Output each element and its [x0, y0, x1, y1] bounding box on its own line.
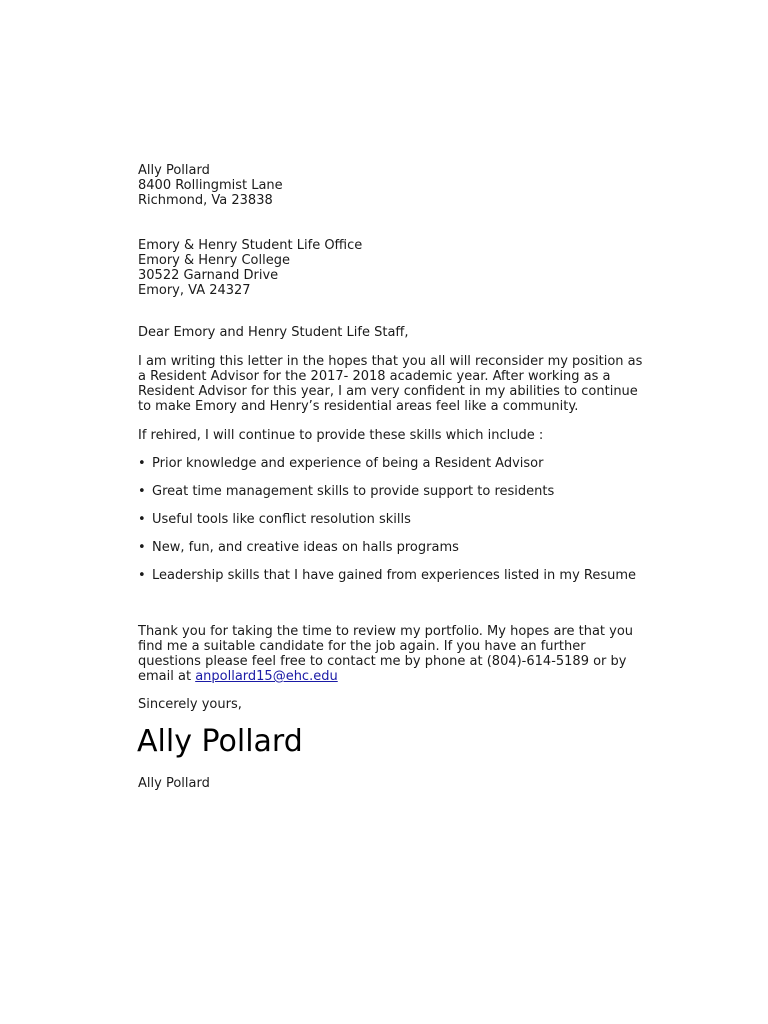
closing-line: questions please feel free to contact me by phone at (804)-614-5189 or by [138, 654, 627, 669]
skill-text: Leadership skills that I have gained from experiences listed in my Resume [152, 568, 637, 583]
skills-intro-text: If rehired, I will continue to provide these skills which include : [138, 428, 544, 443]
bullet-icon: • [138, 540, 146, 555]
list-item [138, 568, 636, 583]
salutation [138, 325, 638, 340]
closing-line: find me a suitable candidate for the job again. If you have an further [138, 639, 586, 654]
salutation-text: Dear Emory and Henry Student Life Staff, [138, 325, 409, 340]
intro-line: a Resident Advisor for the 2017- 2018 academic year. After working as a [138, 369, 611, 384]
list-item [138, 512, 411, 527]
recipient-street: 30522 Garnand Drive [138, 268, 279, 283]
intro-line: to make Emory and Henry’s residential areas feel like a community. [138, 399, 579, 414]
bullet-icon: • [138, 484, 146, 499]
skill-text: New, fun, and creative ideas on halls programs [152, 540, 459, 555]
skills-intro [138, 428, 638, 443]
email-link[interactable]: anpollard15@ehc.edu [195, 669, 338, 684]
sender-city: Richmond, Va 23838 [138, 193, 273, 208]
email-line [138, 669, 638, 684]
signature: Ally Pollard [137, 724, 303, 759]
sender-address [138, 163, 638, 208]
intro-line: Resident Advisor for this year, I am very confident in my abilities to continue [138, 384, 638, 399]
recipient-address [138, 238, 638, 298]
recipient-college: Emory & Henry College [138, 253, 290, 268]
skill-text: Great time management skills to provide support to residents [152, 484, 555, 499]
bullet-icon: • [138, 512, 146, 527]
skill-text: Useful tools like conflict resolution skills [152, 512, 411, 527]
skill-text: Prior knowledge and experience of being a Resident Advisor [152, 456, 544, 471]
sender-name: Ally Pollard [138, 163, 210, 178]
recipient-office: Emory & Henry Student Life Office [138, 238, 363, 253]
sender-street: 8400 Rollingmist Lane [138, 178, 283, 193]
intro-paragraph [138, 354, 643, 414]
intro-line: I am writing this letter in the hopes that you all will reconsider my position as [138, 354, 643, 369]
valediction-text: Sincerely yours, [138, 697, 242, 712]
closing-paragraph [138, 624, 638, 684]
valediction [138, 697, 638, 712]
printed-name-text: Ally Pollard [138, 776, 210, 791]
list-item [138, 540, 459, 555]
bullet-icon: • [138, 456, 146, 471]
recipient-city: Emory, VA 24327 [138, 283, 251, 298]
bullet-icon: • [138, 568, 146, 583]
list-item [138, 484, 554, 499]
closing-line: Thank you for taking the time to review my portfolio. My hopes are that you [138, 624, 634, 639]
printed-name [138, 776, 638, 791]
email-prefix: email at [138, 669, 196, 684]
list-item [138, 456, 543, 471]
